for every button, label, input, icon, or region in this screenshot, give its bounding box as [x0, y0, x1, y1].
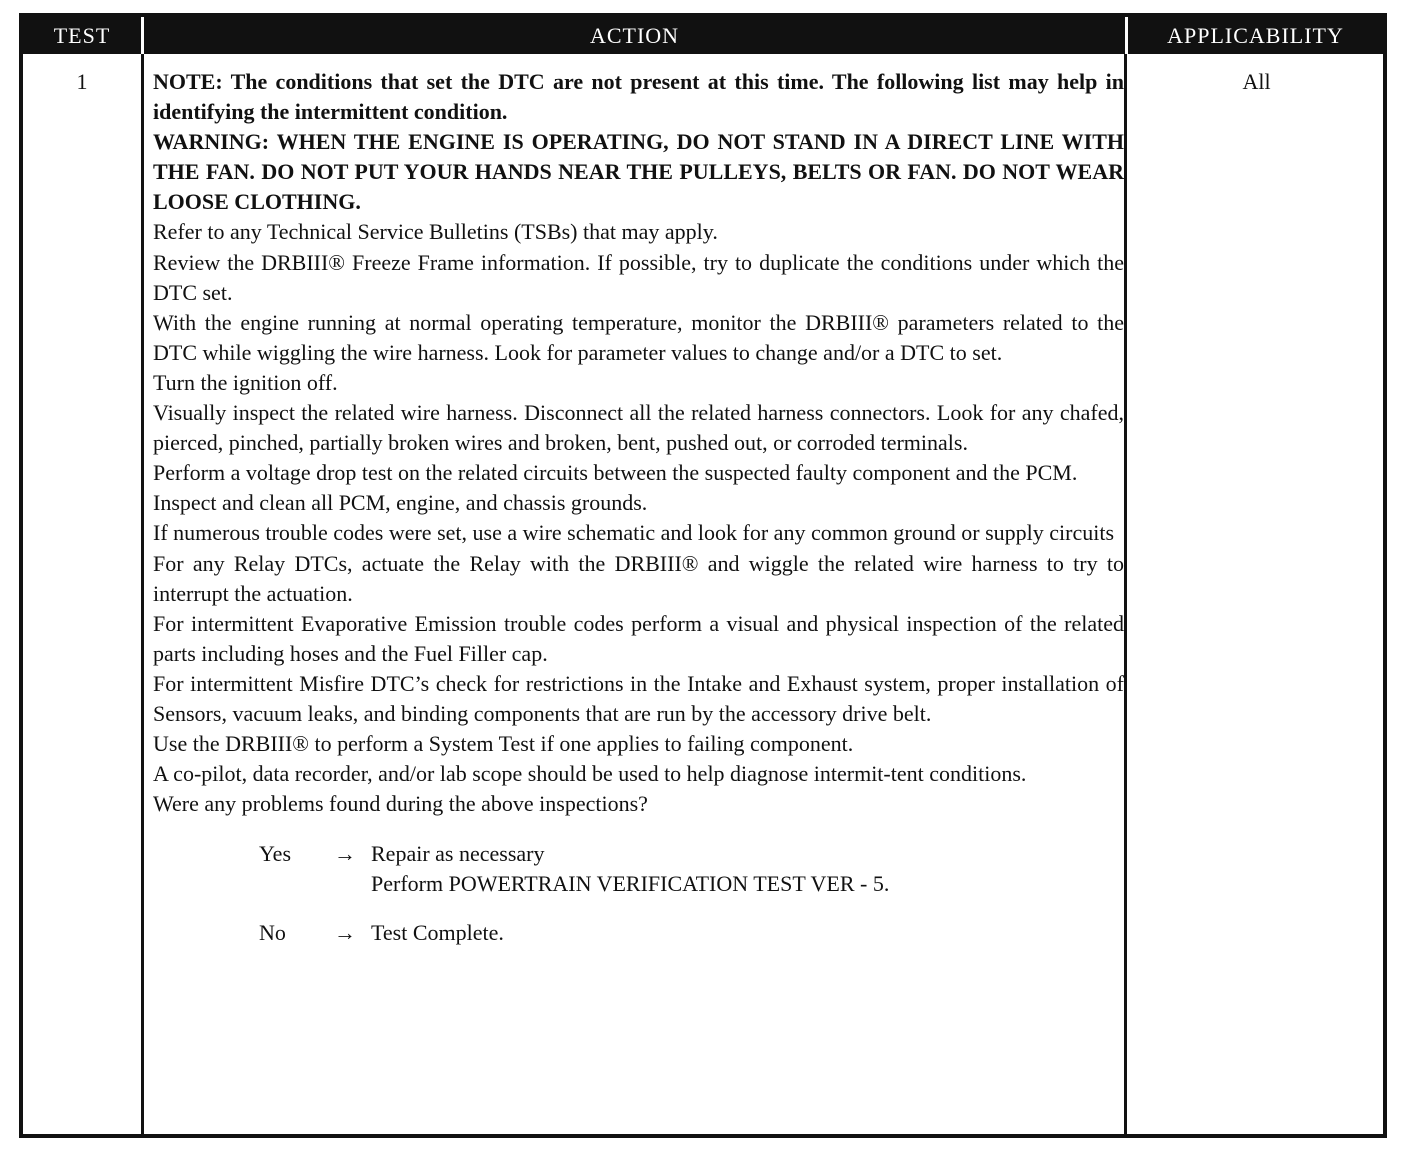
- step-text: Visually inspect the related wire harness. Disconnect all the related harness connectors. Look for any chafed, pierced, pinched, partially broken wires and broken, bent, pushed out, or corroded terminals.: [153, 400, 1124, 456]
- response-answer: No: [259, 920, 286, 946]
- arrow-icon: →: [334, 841, 356, 867]
- step-text: Inspect and clean all PCM, engine, and chassis grounds.: [153, 490, 648, 516]
- step-text: Use the DRBIII® to perform a System Test if one applies to failing component.: [153, 731, 854, 757]
- step-text: For intermittent Misfire DTC’s check for restrictions in the Intake and Exhaust system, proper installation of Sensors, vacuum leaks, and binding components that are run by the accessory drive belt.: [153, 670, 1124, 726]
- step-text: For any Relay DTCs, actuate the Relay with the DRBIII® and wiggle the related wire harness to try to interrupt the actuation.: [153, 550, 1124, 606]
- column-divider: [1124, 54, 1127, 1134]
- warning-text: WARNING: WHEN THE ENGINE IS OPERATING, DO NOT STAND IN A DIRECT LINE WITH THE FAN. DO NOT PUT YOUR HANDS NEAR THE PULLEYS, BELTS OR FAN. DO NOT WEAR LOOSE CLOTHING.: [153, 129, 1124, 215]
- step-text: Perform a voltage drop test on the related circuits between the suspected faulty component and the PCM.: [153, 460, 1078, 486]
- step-text: Were any problems found during the above inspections?: [153, 791, 648, 817]
- response-list: [153, 839, 1124, 948]
- step-text: If numerous trouble codes were set, use a wire schematic and look for any common ground or supply circuits: [153, 520, 1115, 546]
- response-answer: Yes: [259, 841, 292, 867]
- response-text: Repair as necessary Perform POWERTRAIN VERIFICATION TEST VER - 5.: [371, 841, 890, 897]
- action-cell: [153, 67, 1124, 948]
- step-text: Turn the ignition off.: [153, 369, 338, 395]
- header-test: TEST: [23, 17, 141, 54]
- header-applicability: APPLICABILITY: [1127, 17, 1383, 54]
- response-row: [153, 918, 1124, 948]
- step-list: [153, 217, 1124, 819]
- header-action: ACTION: [143, 17, 1125, 54]
- arrow-icon: →: [334, 920, 356, 946]
- step-text: For intermittent Evaporative Emission trouble codes perform a visual and physical inspection of the related parts including hoses and the Fuel Filler cap.: [153, 610, 1124, 666]
- procedure-table: [19, 13, 1387, 1138]
- applicability-value: All: [1242, 69, 1271, 94]
- step-text: Refer to any Technical Service Bulletins (TSBs) that may apply.: [153, 219, 718, 245]
- test-number: 1: [76, 69, 88, 94]
- step-text: Review the DRBIII® Freeze Frame information. If possible, try to duplicate the conditions under which the DTC set.: [153, 249, 1124, 305]
- step-text: With the engine running at normal operating temperature, monitor the DRBIII® parameters related to the DTC while wiggling the wire harness. Look for parameter values to change and/or a DTC to set.: [153, 309, 1124, 365]
- response-row: [153, 839, 1124, 899]
- column-divider: [141, 54, 144, 1134]
- response-text: Test Complete.: [371, 920, 504, 946]
- step-text: A co-pilot, data recorder, and/or lab scope should be used to help diagnose intermit-tent conditions.: [153, 761, 1027, 787]
- note-text: NOTE: The conditions that set the DTC are not present at this time. The following list may help in identifying the intermittent condition.: [153, 69, 1124, 125]
